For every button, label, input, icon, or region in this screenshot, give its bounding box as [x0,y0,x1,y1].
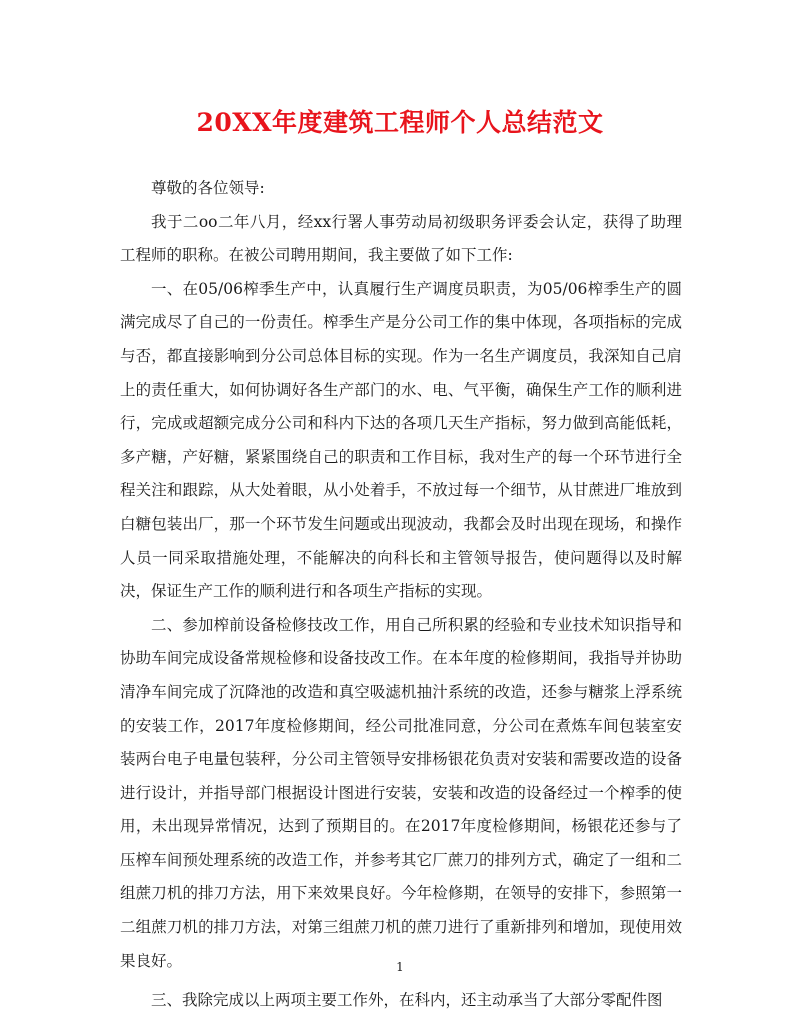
document-body [120,172,682,1018]
salutation-paragraph: 尊敬的各位领导: [151,179,265,197]
page-number: 1 [396,960,404,974]
section-one-paragraph: 一、在05/06榨季生产中，认真履行生产调度员职责，为05/06榨季生产的圆满完成尽了自己的一份责任。榨季生产是分公司工作的集中体现，各项指标的完成与否，都直接影响到分公司总体目标的实现。作为一名生产调度员，我深知自己肩上的责任重大，如何协调好各生产部门的水、电、气平衡，确保生产工作的顺利进行，完成或超额完成分公司和科内下达的各项几天生产指标，努力做到高能低耗，多产糖，产好糖，紧紧围绕自己的职责和工作目标，我对生产的每一个环节进行全程关注和跟踪，从大处着眼，从小处着手，不放过每一个细节，从甘蔗进厂堆放到白糖包装出厂，那一个环节发生问题或出现波动，我都会及时出现在现场，和操作人员一同采取措施处理，不能解决的向科长和主管领导报告，使问题得以及时解决，保证生产工作的顺利进行和各项生产指标的实现。 [120,279,682,601]
intro-paragraph: 我于二oo二年八月，经xx行署人事劳动局初级职务评委会认定，获得了助理工程师的职称。在被公司聘用期间，我主要做了如下工作: [120,212,682,265]
document-title: 20XX年度建筑工程师个人总结范文 [196,108,604,137]
section-three-paragraph: 三、我除完成以上两项主要工作外，在科内，还主动承当了大部分零配件图 [151,991,663,1010]
section-two-paragraph: 二、参加榨前设备检修技改工作，用自己所积累的经验和专业技术知识指导和协助车间完成设备常规检修和设备技改工作。在本年度的检修期间，我指导并协助清净车间完成了沉降池的改造和真空吸滤机抽汁系统的改造，还参与糖浆上浮系统的安装工作，2017年度检修期间，经公司批准同意，分公司在煮炼车间包装室安装两台电子电量包装秤，分公司主管领导安排杨银花负责对安装和需要改造的设备进行设计，并指导部门根据设计图进行安装，安装和改造的设备经过一个榨季的使用，未出现异常情况，达到了预期目的。在2017年度检修期间，杨银花还参与了压榨车间预处理系统的改造工作，并参考其它厂蔗刀的排列方式，确定了一组和二组蔗刀机的排刀方法，用下来效果良好。今年检修期，在领导的安排下，参照第一二组蔗刀机的排刀方法，对第三组蔗刀机的蔗刀进行了重新排列和增加，现使用效果良好。 [120,615,682,970]
